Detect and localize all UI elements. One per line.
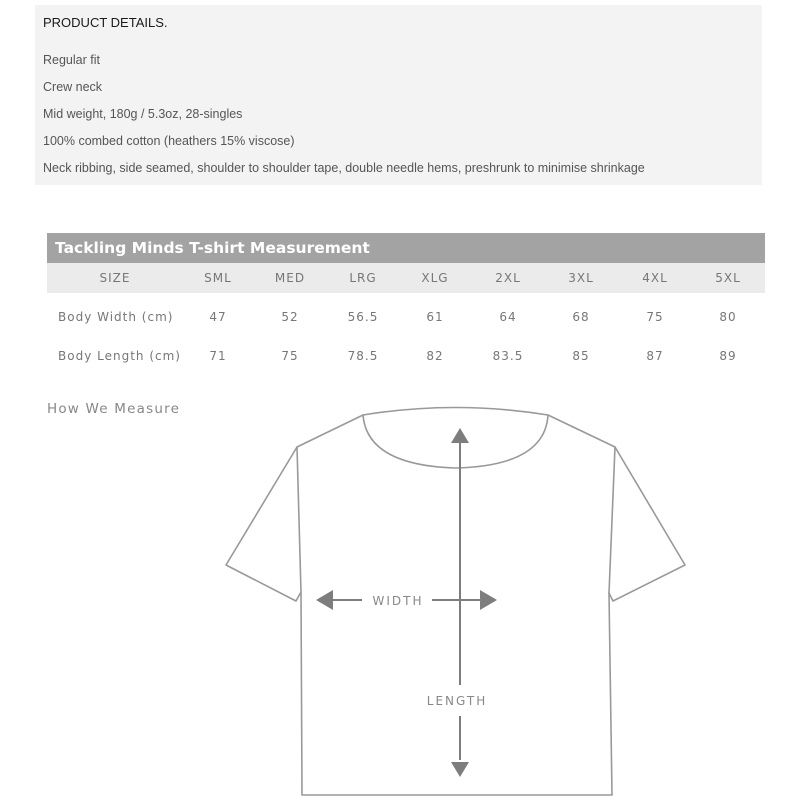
table-cell: 47 — [209, 310, 227, 324]
detail-line-weight: Mid weight, 180g / 5.3oz, 28-singles — [43, 107, 243, 121]
row-label-body-length: Body Length (cm) — [58, 349, 181, 363]
table-cell: 71 — [209, 349, 227, 363]
product-details-panel — [35, 5, 762, 185]
length-arrow — [451, 428, 469, 777]
header-size: SIZE — [99, 271, 131, 285]
table-header-row — [47, 263, 765, 293]
table-cell: 56.5 — [347, 310, 379, 324]
table-cell: 89 — [719, 349, 737, 363]
header-lrg: LRG — [349, 271, 377, 285]
table-cell: 68 — [572, 310, 590, 324]
length-label: LENGTH — [426, 694, 488, 708]
tshirt-outline — [226, 408, 685, 796]
table-cell: 83.5 — [492, 349, 524, 363]
table-cell: 87 — [646, 349, 664, 363]
header-2xl: 2XL — [495, 271, 521, 285]
table-cell: 64 — [499, 310, 517, 324]
table-cell: 52 — [281, 310, 299, 324]
detail-line-material: 100% combed cotton (heathers 15% viscose) — [43, 134, 295, 148]
table-cell: 78.5 — [347, 349, 379, 363]
header-4xl: 4XL — [642, 271, 668, 285]
table-row-body-width — [47, 293, 765, 341]
header-sml: SML — [204, 271, 232, 285]
detail-line-neck: Crew neck — [43, 80, 103, 94]
width-arrow — [316, 590, 497, 610]
table-cell: 82 — [426, 349, 444, 363]
table-title: Tackling Minds T-shirt Measurement — [47, 233, 765, 263]
header-med: MED — [274, 271, 306, 285]
table-cell: 80 — [719, 310, 737, 324]
product-details-title: PRODUCT DETAILS. — [43, 15, 168, 30]
detail-line-construction: Neck ribbing, side seamed, shoulder to shoulder tape, double needle hems, preshrunk to minimise shrinkage — [43, 161, 645, 175]
table-cell: 75 — [646, 310, 664, 324]
header-3xl: 3XL — [568, 271, 594, 285]
table-cell: 75 — [281, 349, 299, 363]
header-xlg: XLG — [421, 271, 449, 285]
width-label: WIDTH — [372, 594, 424, 608]
row-label-body-width: Body Width (cm) — [58, 310, 174, 324]
how-we-measure-label: How We Measure — [47, 401, 181, 417]
table-cell: 85 — [572, 349, 590, 363]
detail-line-fit: Regular fit — [43, 53, 100, 67]
measurement-table — [47, 233, 765, 371]
header-5xl: 5XL — [715, 271, 741, 285]
table-row-body-length — [47, 341, 765, 371]
table-cell: 61 — [426, 310, 444, 324]
